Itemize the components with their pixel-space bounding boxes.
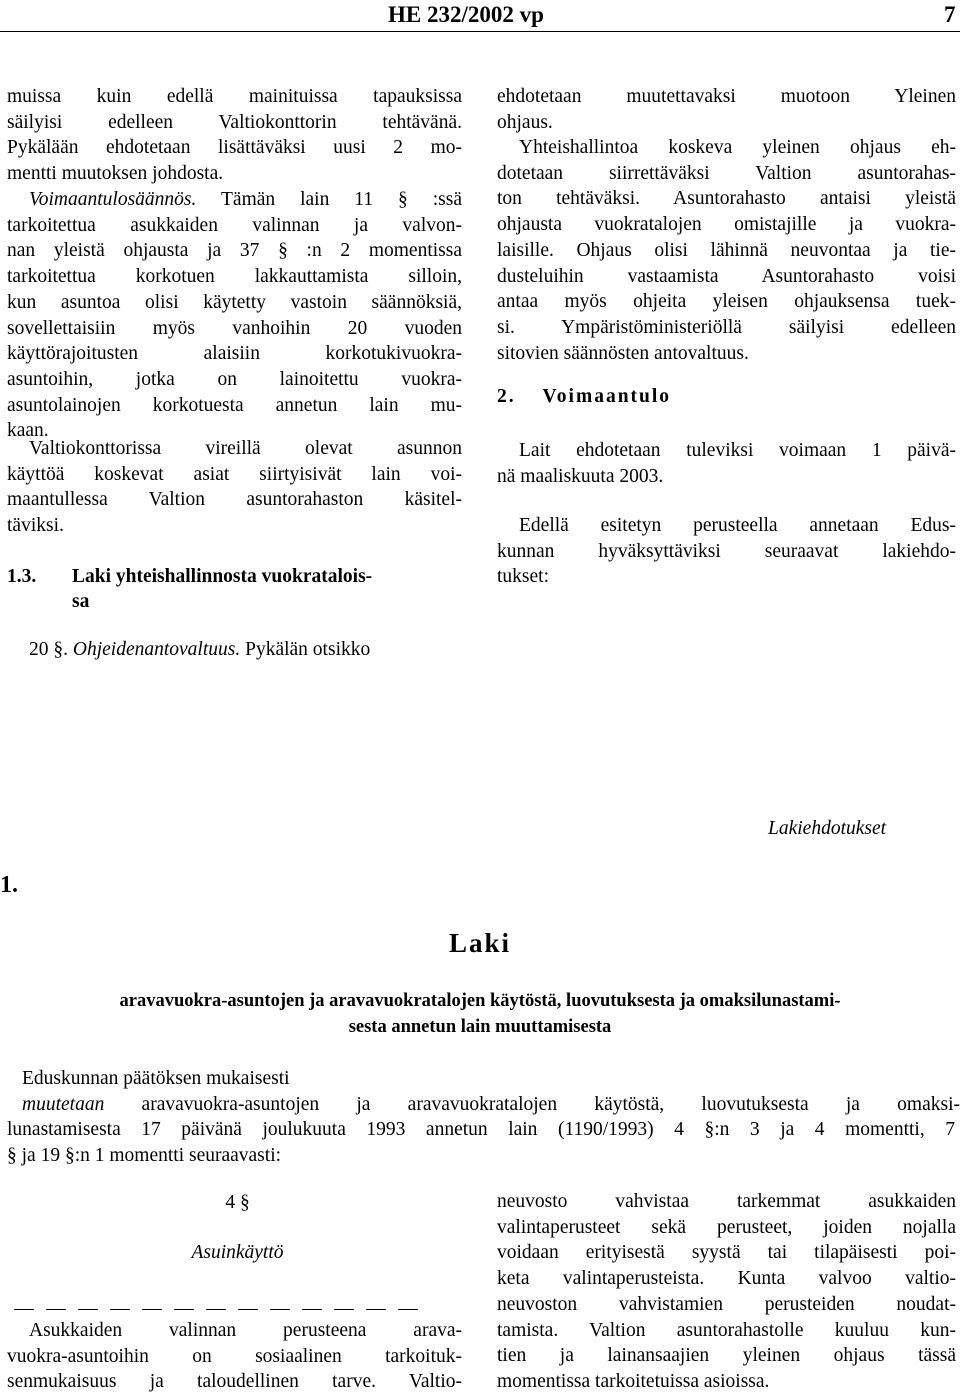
section-number: 1.3. (7, 566, 37, 587)
text-line (7, 436, 462, 462)
right-paragraph-2 (497, 135, 956, 366)
dash (238, 1309, 258, 1310)
text-line: lunastamisesta 17 päivänä joulukuuta 1993 annetun lain (1190/1993) 4 §:n 3 ja 4 momentti, 7 (7, 1119, 955, 1141)
dash (46, 1309, 66, 1310)
page-header (0, 0, 960, 30)
left-paragraph-2 (7, 187, 462, 444)
right-paragraph-3 (497, 438, 956, 489)
section-title (72, 564, 482, 614)
text-run: Lait ehdotetaan tuleviksi voimaan 1 päivä- (519, 440, 956, 461)
text-line: sitovien säännösten antovaltuus. (497, 342, 749, 364)
text-line: tien ja lainansaajien yleinen ohjaus tässä (497, 1345, 956, 1367)
italic-run: Voimaantulosäännös. (29, 189, 197, 210)
dash (110, 1309, 130, 1310)
text-line: § ja 19 §:n 1 momentti seuraavasti: (7, 1145, 282, 1167)
section-heading-1-3 (7, 564, 477, 616)
text-line (7, 187, 462, 213)
right-paragraph-1 (497, 84, 956, 135)
text-line: ohjausta vuokratalojen omistajille ja vuokra- (497, 214, 956, 236)
text-run: Pykälän otsikko (240, 639, 371, 660)
left-paragraph-3 (7, 436, 462, 539)
law-subtitle-line: sesta annetun lain muuttamisesta (348, 1017, 612, 1037)
text-line (29, 637, 469, 663)
enactment-clause (0, 1066, 960, 1169)
dash (78, 1309, 98, 1310)
law-title: Laki (448, 928, 512, 958)
text-line: valintaperusteet sekä perusteet, joiden nojalla (497, 1216, 956, 1238)
dash (398, 1309, 418, 1310)
text-line (497, 135, 956, 161)
dash (270, 1309, 290, 1310)
page-number: 7 (944, 2, 956, 27)
text-line: antaa myös ohjeita yleisen ohjauksensa tuek- (497, 291, 956, 313)
text-line: sovellettaisiin myös vanhoihin 20 vuoden (7, 317, 462, 339)
statute-right-text (497, 1189, 956, 1395)
text-line: laisille. Ohjaus olisi lähinnä neuvontaa ja tie- (497, 239, 956, 261)
document-reference: HE 232/2002 vp (388, 2, 544, 27)
text-line: momentissa tarkoitetuissa asioissa. (497, 1370, 770, 1392)
text-line: tarkoitettua asukkaiden valinnan ja valvon- (7, 214, 462, 236)
dash (366, 1309, 386, 1310)
text-run: Edellä esitetyn perusteella annetaan Edus- (519, 515, 956, 536)
text-line: vuokra-asuntoihin on sosiaalinen tarkoituk- (7, 1345, 462, 1367)
dash (142, 1309, 162, 1310)
text-line: käyttörajoitusten alaisiin korkotukivuokra- (7, 343, 462, 365)
italic-run: muutetaan (22, 1093, 105, 1115)
law-subtitle-line: aravavuokra-asuntojen ja aravavuokratalojen käytöstä, luovutuksesta ja omaksilunastami- (119, 991, 841, 1011)
text-line: käyttöä koskevat asiat siirtyisivät lain voi- (7, 463, 462, 485)
text-line: mentti muutoksen johdosta. (7, 163, 224, 185)
text-line: asuntoihin, jotka on lainoitettu vuokra- (7, 368, 462, 390)
text-line: kunnan hyväksyttäviksi seuraavat lakiehdo- (497, 540, 956, 562)
dash (206, 1309, 226, 1310)
section-heading-2 (497, 386, 671, 408)
section-title: Voimaantulo (542, 386, 672, 407)
text-line (497, 513, 956, 539)
text-run: aravavuokra-asuntojen ja aravavuokratalojen käytöstä, luovutuksesta ja omaksi- (104, 1093, 960, 1115)
text-run: 20 §. (29, 639, 73, 660)
law-number: 1. (0, 872, 18, 898)
section-number: 2. (497, 386, 516, 407)
italic-run: Ohjeidenantovaltuus. (72, 639, 241, 660)
text-line: nä maaliskuuta 2003. (497, 465, 664, 487)
text-line: tamista. Valtion asuntorahastolle kuuluu kun- (497, 1319, 956, 1341)
text-line: senmukaisuus ja taloudellinen tarve. Valtio- (7, 1371, 462, 1393)
text-line: Pykälään ehdotetaan lisättäväksi uusi 2 mo- (7, 137, 462, 159)
text-line (7, 1318, 462, 1344)
text-line: neuvosto vahvistaa tarkemmat asukkaiden (497, 1191, 956, 1212)
text-line: asuntolainojen korkotuesta annetun lain mu- (7, 394, 462, 416)
dash (14, 1309, 34, 1310)
text-run: Asukkaiden valinnan perusteena arava- (29, 1320, 462, 1341)
text-line (0, 1092, 960, 1118)
dash (334, 1309, 354, 1310)
text-line: nan yleistä ohjausta ja 37 § :n 2 momentissa (7, 240, 462, 262)
dash (174, 1309, 194, 1310)
right-paragraph-4 (497, 513, 956, 590)
text-line: tukset: (497, 566, 549, 588)
text-line: ohjaus. (497, 111, 553, 133)
text-run: Yhteishallintoa koskeva yleinen ohjaus eh- (519, 137, 956, 158)
omitted-text-dashes (14, 1300, 430, 1318)
text-line: ton tehtäväksi. Asuntorahasto antaisi yleistä (497, 188, 956, 210)
header-rule (0, 31, 960, 32)
section-title-line: sa (72, 591, 90, 612)
text-line: dusteluihin vastaamista Asuntorahasto voisi (497, 265, 956, 287)
left-paragraph-4 (29, 637, 469, 663)
text-line: muissa kuin edellä mainituissa tapauksissa (7, 86, 462, 107)
text-line: kun asuntoa olisi käytetty vastoin säännöksiä, (7, 291, 462, 313)
proposals-heading: Lakiehdotukset (768, 818, 887, 839)
text-line: dotetaan siirrettäväksi Valtion asuntorahas- (497, 162, 956, 184)
text-line: täviksi. (7, 515, 64, 537)
statute-section-number: 4 § (225, 1192, 250, 1213)
text-line: ehdotetaan muutettavaksi muotoon Yleinen (497, 86, 956, 107)
text-line: kaan. (7, 420, 49, 442)
left-paragraph-1 (7, 84, 462, 187)
text-line: tarkoitettua korkotuen lakkauttamista silloin, (7, 266, 462, 288)
text-line: maantullessa Valtion asuntorahaston käsitel- (7, 489, 462, 511)
text-line: säilyisi edelleen Valtiokonttorin tehtävänä. (7, 111, 462, 133)
law-subtitle (0, 988, 960, 1040)
dash (302, 1309, 322, 1310)
text-line: Eduskunnan päätöksen mukaisesti (22, 1068, 290, 1089)
statute-section-title: Asuinkäyttö (191, 1242, 284, 1263)
text-line (497, 438, 956, 464)
statute-left-text (7, 1318, 462, 1395)
text-line: neuvoston vahvistamien perusteiden noudat- (497, 1293, 956, 1315)
section-title-line: Laki yhteishallinnosta vuokratalois- (72, 566, 373, 587)
text-line: voidaan erityisestä syystä tai tilapäisesti poi- (497, 1242, 956, 1264)
text-line: si. Ympäristöministeriöllä säilyisi edelleen (497, 316, 956, 338)
text-run: Tämän lain 11 § :ssä (196, 189, 462, 210)
text-run: Valtiokonttorissa vireillä olevat asunnon (29, 438, 462, 459)
text-line: keta valintaperusteista. Kunta valvoo valtio- (497, 1268, 956, 1290)
